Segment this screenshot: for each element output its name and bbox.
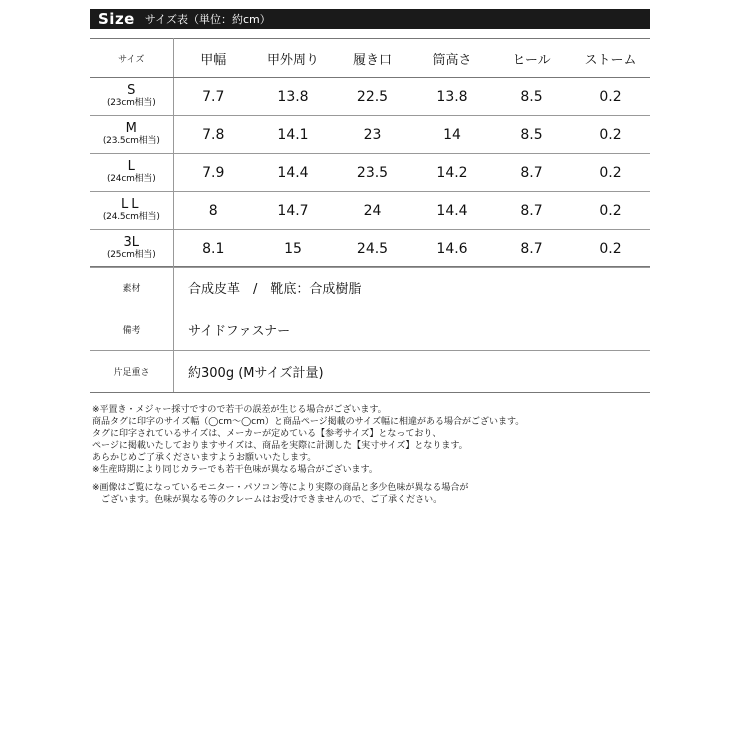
value-cell: 0.2: [571, 78, 650, 116]
value-cell: 15: [253, 230, 333, 268]
table-row: [90, 192, 650, 230]
value-cell: 24.5: [333, 230, 412, 268]
value-cell: 0.2: [571, 116, 650, 154]
size-equivalent: (24.5cm相当): [102, 212, 160, 222]
size-name: S: [127, 83, 136, 98]
note-line: 商品タグに印字のサイズ幅（◯cm～◯cm）と商品ページ掲載のサイズ幅に相違がある場合がございます。: [92, 417, 525, 427]
weight-label: 片足重さ: [90, 351, 174, 393]
size-header-bar: [90, 9, 650, 29]
size-title: Size: [98, 10, 135, 28]
table-row: [90, 116, 650, 154]
remarks-label: 備考: [90, 309, 174, 351]
header-instep-width: 甲幅: [173, 39, 253, 78]
info-table: [90, 266, 650, 393]
notes-block: [92, 404, 652, 506]
value-cell: 14.4: [412, 192, 492, 230]
size-name: M: [125, 121, 137, 136]
note-line: ※生産時期により同じカラーでも若干色味が異なる場合がございます。: [92, 465, 378, 475]
note-line: あらかじめご了承くださいますようお願いいたします。: [92, 453, 317, 463]
value-cell: 8.7: [492, 154, 571, 192]
size-equivalent: (24cm相当): [106, 174, 156, 184]
value-cell: 8.5: [492, 78, 571, 116]
size-name: L: [127, 159, 135, 174]
weight-value: 約300g (Mサイズ計量): [174, 351, 651, 393]
value-cell: 8.7: [492, 230, 571, 268]
note-line: ページに掲載いたしておりますサイズは、商品を実際に計測した【実寸サイズ】となります。: [92, 441, 468, 451]
size-name: 3L: [123, 235, 139, 250]
value-cell: 7.8: [173, 116, 253, 154]
value-cell: 13.8: [253, 78, 333, 116]
value-cell: 22.5: [333, 78, 412, 116]
value-cell: 14.1: [253, 116, 333, 154]
remarks-value: サイドファスナー: [188, 323, 291, 339]
size-cell: [90, 154, 173, 192]
header-heel: ヒール: [492, 39, 571, 78]
table-row: [90, 230, 650, 268]
remarks-row: [90, 309, 650, 351]
note-line: ございます。色味が異なる等のクレームはお受けできませんので、ご了承ください。: [101, 495, 443, 505]
value-cell: 14.2: [412, 154, 492, 192]
size-cell: [90, 192, 173, 230]
size-equivalent: (25cm相当): [106, 250, 156, 260]
value-cell: 7.7: [173, 78, 253, 116]
size-name: LL: [121, 197, 142, 212]
note-line: タグに印字されているサイズは、メーカーが定めている【参考サイズ】となっており、: [92, 429, 442, 439]
size-cell: [90, 116, 173, 154]
size-cell: [90, 78, 173, 116]
note-line: ※画像はご覧になっているモニター・パソコン等により実際の商品と多少色味が異なる場合が: [92, 483, 469, 493]
value-cell: 14: [412, 116, 492, 154]
size-equivalent: (23.5cm相当): [102, 136, 160, 146]
value-cell: 7.9: [173, 154, 253, 192]
value-cell: 8: [173, 192, 253, 230]
table-row: [90, 154, 650, 192]
material-row: [90, 267, 650, 309]
size-cell: [90, 230, 173, 268]
header-opening: 履き口: [333, 39, 412, 78]
value-cell: 8.1: [173, 230, 253, 268]
header-instep-circumference: 甲外周り: [253, 39, 333, 78]
size-subtitle: サイズ表（単位：約cm）: [144, 13, 271, 26]
header-size: サイズ: [90, 39, 173, 78]
value-cell: 0.2: [571, 154, 650, 192]
value-cell: 8.7: [492, 192, 571, 230]
table-header-row: [90, 39, 650, 78]
value-cell: 13.8: [412, 78, 492, 116]
weight-row: [90, 351, 650, 393]
value-cell: 0.2: [571, 192, 650, 230]
table-row: [90, 78, 650, 116]
header-storm: ストーム: [571, 39, 650, 78]
value-cell: 14.7: [253, 192, 333, 230]
value-cell: 14.4: [253, 154, 333, 192]
value-cell: 8.5: [492, 116, 571, 154]
size-table: [90, 38, 650, 268]
size-equivalent: (23cm相当): [106, 98, 156, 108]
value-cell: 23.5: [333, 154, 412, 192]
material-value: 合成皮革 / 靴底：合成樹脂: [174, 267, 651, 309]
value-cell: 14.6: [412, 230, 492, 268]
value-cell: 0.2: [571, 230, 650, 268]
header-shaft-height: 筒高さ: [412, 39, 492, 78]
value-cell: 24: [333, 192, 412, 230]
material-label: 素材: [90, 267, 174, 309]
value-cell: 23: [333, 116, 412, 154]
note-line: ※平置き・メジャー採寸ですので若干の誤差が生じる場合がございます。: [92, 405, 387, 415]
